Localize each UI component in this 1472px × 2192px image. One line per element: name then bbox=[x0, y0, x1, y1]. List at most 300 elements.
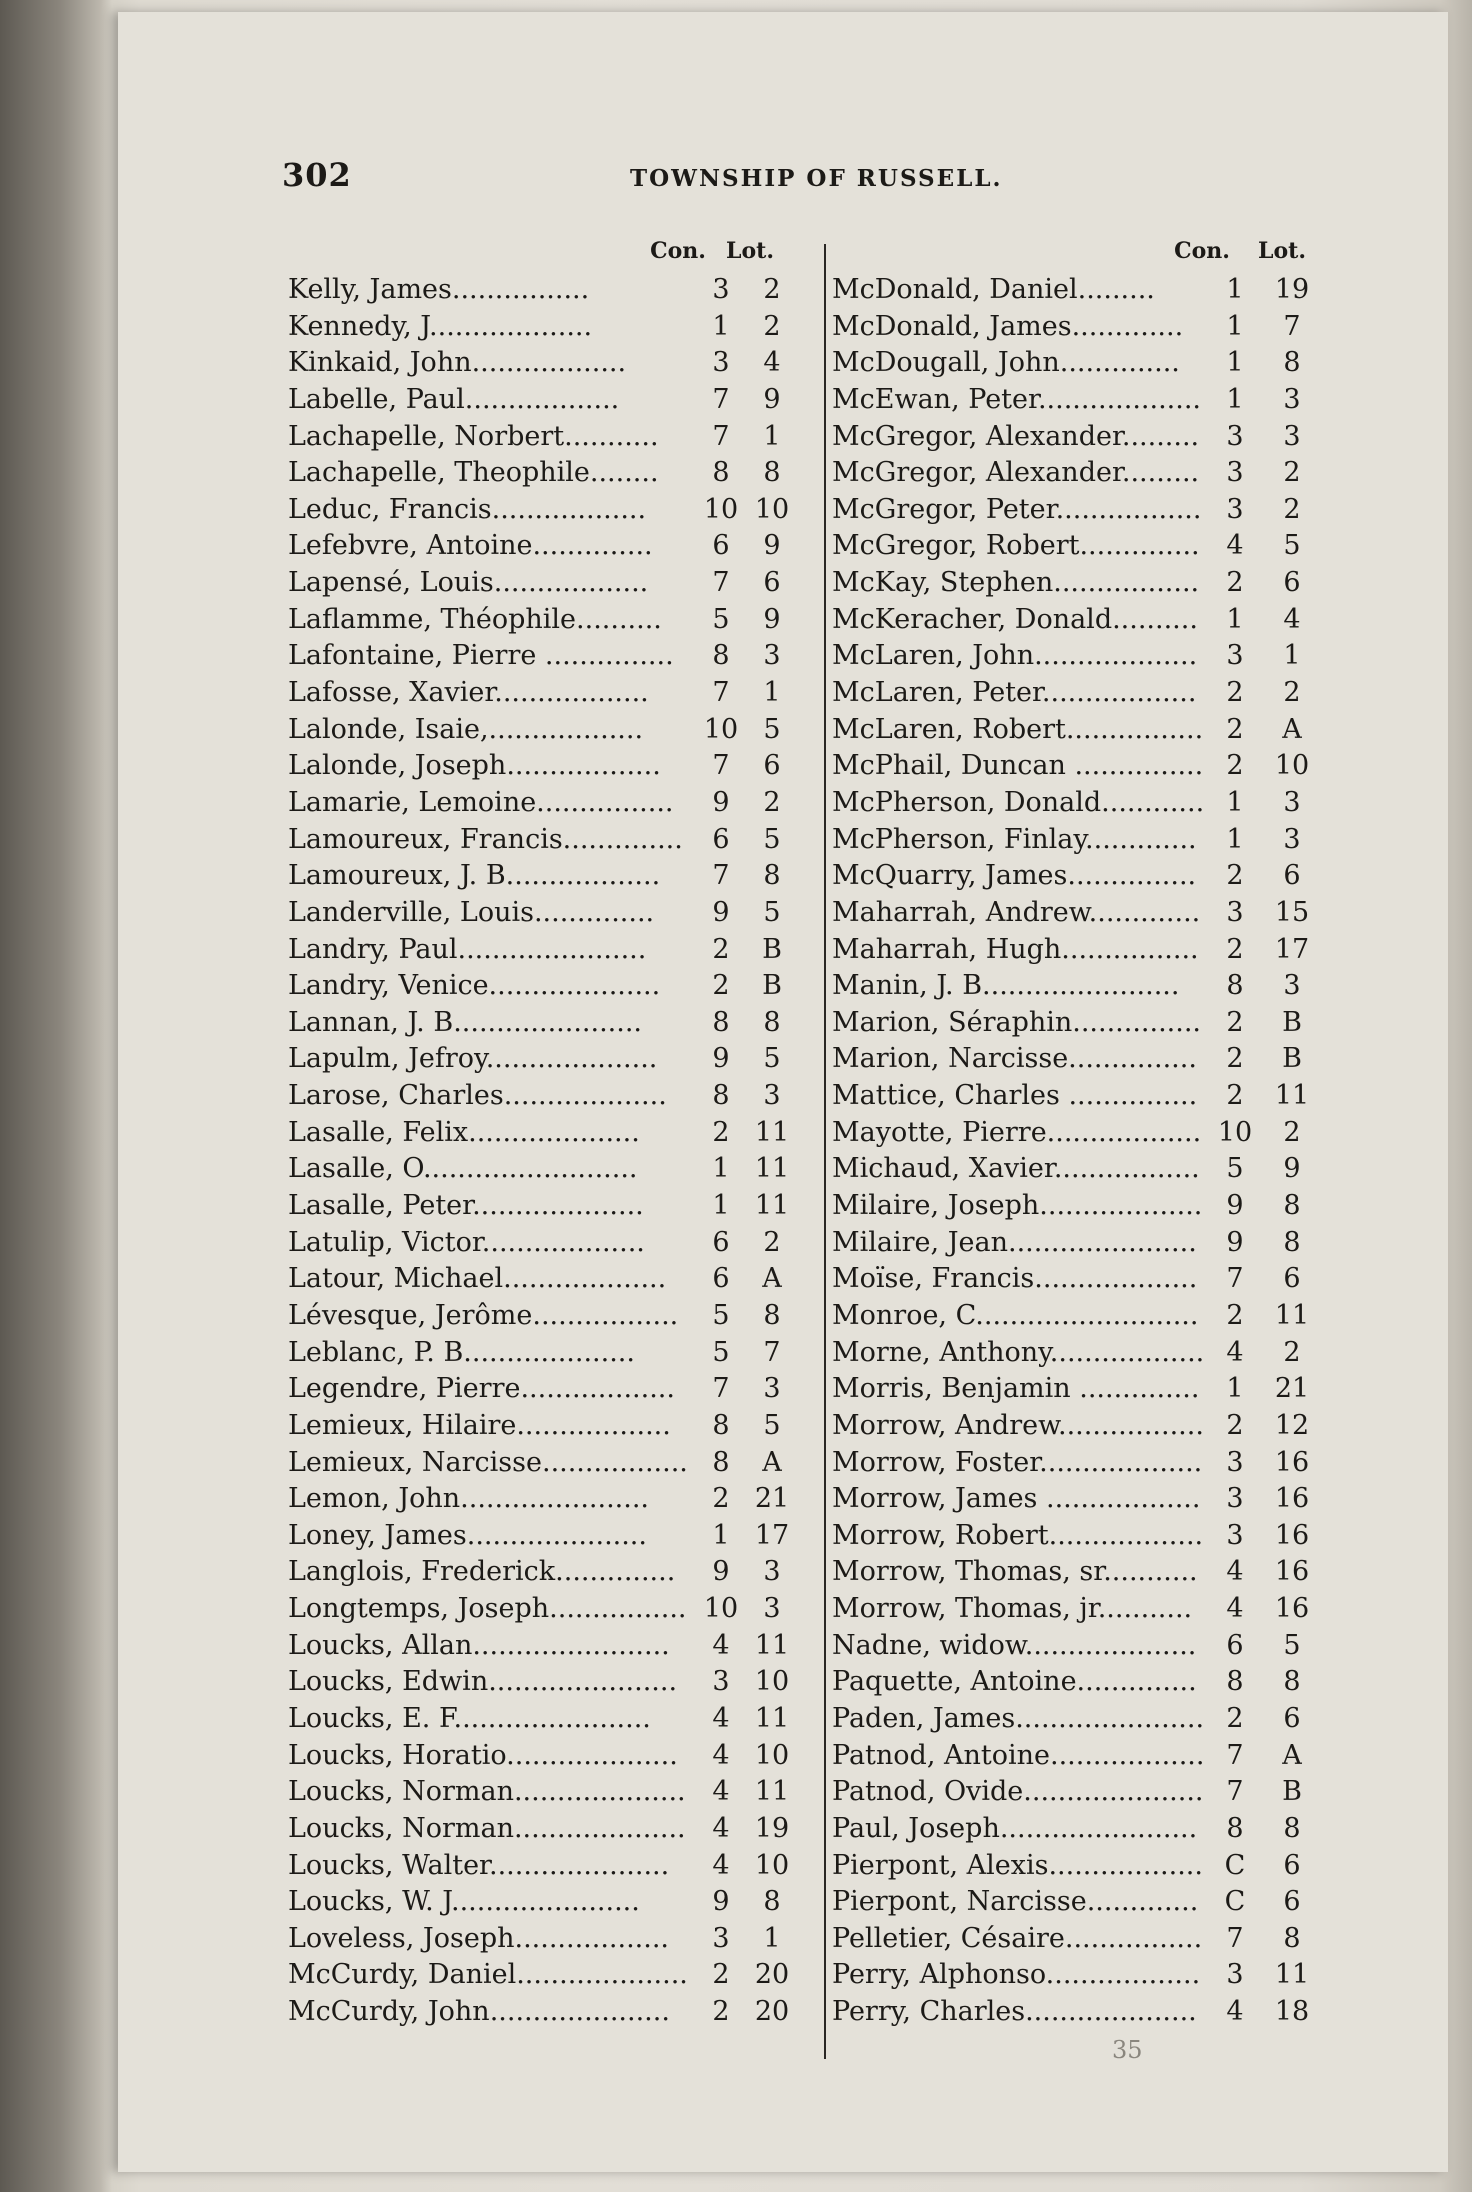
right-column-header bbox=[832, 236, 1372, 272]
entry-name: Paul, Joseph....................... bbox=[832, 1812, 1198, 1844]
entry-con: 4 bbox=[712, 1629, 730, 1661]
list-item bbox=[288, 675, 788, 712]
entry-name: Perry, Alphonso.................. bbox=[832, 1959, 1201, 1991]
list-item bbox=[288, 455, 788, 492]
entry-name: McKeracher, Donald.......... bbox=[832, 603, 1198, 635]
list-item bbox=[832, 1151, 1372, 1188]
entry-con: 2 bbox=[1226, 677, 1244, 709]
entry-lot: 8 bbox=[763, 1299, 781, 1331]
list-item bbox=[832, 675, 1372, 712]
entry-con: 1 bbox=[712, 1190, 730, 1222]
entry-lot: 2 bbox=[1283, 1116, 1301, 1148]
running-title: TOWNSHIP OF RUSSELL. bbox=[630, 165, 1003, 192]
entry-con: 7 bbox=[712, 567, 730, 599]
entry-con: 5 bbox=[712, 603, 730, 635]
list-item bbox=[832, 1884, 1372, 1921]
list-item bbox=[288, 1371, 788, 1408]
list-item bbox=[832, 1701, 1372, 1738]
entry-con: 5 bbox=[712, 1336, 730, 1368]
entry-con: 8 bbox=[1226, 1812, 1244, 1844]
entry-lot: 6 bbox=[1283, 1263, 1301, 1295]
entry-con: 9 bbox=[712, 1043, 730, 1075]
entry-lot: 6 bbox=[1283, 1702, 1301, 1734]
entry-name: Pierpont, Alexis.................. bbox=[832, 1849, 1203, 1881]
entry-lot: 6 bbox=[763, 567, 781, 599]
entry-lot: 8 bbox=[1283, 347, 1301, 379]
entry-con: 4 bbox=[1226, 1336, 1244, 1368]
entry-name: Kinkaid, John.................. bbox=[288, 347, 627, 379]
entry-lot: 11 bbox=[1274, 1080, 1310, 1112]
list-item bbox=[832, 382, 1372, 419]
entry-name: McEwan, Peter................... bbox=[832, 383, 1202, 415]
entry-name: Michaud, Xavier................. bbox=[832, 1153, 1200, 1185]
entry-name: McDonald, Daniel......... bbox=[832, 274, 1155, 305]
entry-name: McPherson, Donald............ bbox=[832, 786, 1205, 818]
entry-lot: 8 bbox=[1283, 1922, 1301, 1954]
entry-name: Perry, Charles.................... bbox=[832, 1996, 1197, 2028]
entry-name: Loucks, Edwin...................... bbox=[288, 1666, 678, 1698]
entry-name: McGregor, Alexander......... bbox=[832, 457, 1200, 489]
list-item bbox=[288, 1041, 788, 1078]
entry-con: 1 bbox=[1226, 383, 1244, 415]
entry-lot: 9 bbox=[1283, 1153, 1301, 1185]
entry-lot: 1 bbox=[763, 677, 781, 709]
entry-name: Morne, Anthony.................. bbox=[832, 1336, 1205, 1368]
entry-con: 4 bbox=[712, 1849, 730, 1881]
list-item bbox=[288, 1591, 788, 1628]
entry-lot: B bbox=[1282, 1043, 1302, 1075]
entry-name: Mattice, Charles ............... bbox=[832, 1080, 1198, 1112]
entry-name: McPherson, Finlay............. bbox=[832, 823, 1197, 855]
list-item bbox=[288, 1298, 788, 1335]
entry-lot: 3 bbox=[1283, 786, 1301, 818]
entry-con: 4 bbox=[712, 1702, 730, 1734]
entry-lot: 11 bbox=[1274, 1959, 1310, 1991]
entry-name: Latour, Michael................... bbox=[288, 1263, 667, 1295]
entry-con: 1 bbox=[712, 1153, 730, 1185]
entry-name: Loveless, Joseph.................. bbox=[288, 1922, 669, 1954]
entry-name: Milaire, Jean...................... bbox=[832, 1226, 1197, 1258]
list-item bbox=[288, 1554, 788, 1591]
entry-name: McLaren, John................... bbox=[832, 640, 1198, 672]
entry-con: 9 bbox=[712, 786, 730, 818]
entry-lot: 11 bbox=[754, 1629, 790, 1661]
entry-con: 7 bbox=[1226, 1776, 1244, 1808]
right-column bbox=[832, 236, 1372, 2031]
list-item bbox=[288, 785, 788, 822]
entry-con: 1 bbox=[1226, 310, 1244, 342]
list-item bbox=[288, 565, 788, 602]
entry-lot: 7 bbox=[763, 1336, 781, 1368]
list-item bbox=[288, 1774, 788, 1811]
entry-con: 7 bbox=[712, 677, 730, 709]
entry-con: 3 bbox=[1226, 896, 1244, 928]
entry-lot: 6 bbox=[1283, 1849, 1301, 1881]
entry-lot: 11 bbox=[1274, 1299, 1310, 1331]
entry-name: Paden, James...................... bbox=[832, 1702, 1205, 1734]
entry-con: 3 bbox=[712, 1666, 730, 1698]
entry-lot: 18 bbox=[1274, 1996, 1310, 2028]
lot-header: Lot. bbox=[726, 238, 774, 264]
list-item bbox=[832, 1188, 1372, 1225]
entry-con: 6 bbox=[712, 1226, 730, 1258]
entry-name: Lasalle, O......................... bbox=[288, 1153, 638, 1185]
entry-con: C bbox=[1224, 1886, 1246, 1918]
entry-con: 9 bbox=[712, 1886, 730, 1918]
entry-lot: 2 bbox=[1283, 493, 1301, 525]
entry-name: Landerville, Louis.............. bbox=[288, 896, 655, 928]
list-item bbox=[288, 968, 788, 1005]
entry-name: Lafosse, Xavier.................. bbox=[288, 677, 649, 709]
entry-lot: 19 bbox=[1274, 274, 1310, 305]
entry-name: Landry, Venice.................... bbox=[288, 970, 661, 1002]
list-item bbox=[288, 1188, 788, 1225]
list-item bbox=[832, 345, 1372, 382]
entry-name: Lasalle, Felix.................... bbox=[288, 1116, 640, 1148]
list-item bbox=[832, 1774, 1372, 1811]
entry-name: Patnod, Antoine.................. bbox=[832, 1739, 1205, 1771]
entry-name: Loucks, Norman.................... bbox=[288, 1812, 686, 1844]
list-item bbox=[832, 895, 1372, 932]
entry-con: 9 bbox=[712, 1556, 730, 1588]
entry-lot: 10 bbox=[1274, 750, 1310, 782]
entry-name: Loney, James..................... bbox=[288, 1519, 647, 1551]
list-item bbox=[288, 1628, 788, 1665]
entry-name: McGregor, Peter................. bbox=[832, 493, 1202, 525]
entry-name: Lemieux, Narcisse................. bbox=[288, 1446, 688, 1478]
list-item bbox=[288, 1811, 788, 1848]
entry-con: 2 bbox=[1226, 860, 1244, 892]
entry-name: Morrow, Robert.................. bbox=[832, 1519, 1204, 1551]
entry-lot: 6 bbox=[1283, 567, 1301, 599]
entry-con: 3 bbox=[1226, 1959, 1244, 1991]
entry-lot: 8 bbox=[1283, 1226, 1301, 1258]
list-item bbox=[832, 968, 1372, 1005]
lot-header: Lot. bbox=[1258, 238, 1306, 264]
list-item bbox=[288, 822, 788, 859]
entry-name: Loucks, Allan....................... bbox=[288, 1629, 670, 1661]
entry-lot: 11 bbox=[754, 1190, 790, 1222]
list-item bbox=[288, 419, 788, 456]
entry-lot: 16 bbox=[1274, 1556, 1310, 1588]
list-item bbox=[832, 1848, 1372, 1885]
list-item bbox=[288, 1408, 788, 1445]
entry-name: Loucks, Norman.................... bbox=[288, 1776, 686, 1808]
list-item bbox=[832, 822, 1372, 859]
entry-name: McDougall, John.............. bbox=[832, 347, 1180, 379]
signature-mark: 35 bbox=[1112, 2036, 1143, 2064]
entry-lot: 16 bbox=[1274, 1519, 1310, 1551]
list-item bbox=[288, 1115, 788, 1152]
entry-lot: B bbox=[762, 933, 782, 965]
entry-name: Loucks, E. F....................... bbox=[288, 1702, 651, 1734]
entry-con: 8 bbox=[712, 1409, 730, 1441]
entry-con: 2 bbox=[1226, 1043, 1244, 1075]
entry-name: Morrow, Andrew................. bbox=[832, 1409, 1204, 1441]
entry-name: Latulip, Victor................... bbox=[288, 1226, 645, 1258]
list-item bbox=[832, 1335, 1372, 1372]
entry-name: Loucks, Walter..................... bbox=[288, 1849, 670, 1881]
entry-con: 3 bbox=[712, 347, 730, 379]
entry-lot: 2 bbox=[1283, 1336, 1301, 1368]
entry-lot: 3 bbox=[763, 1080, 781, 1112]
entry-lot: 8 bbox=[1283, 1666, 1301, 1698]
entry-lot: 8 bbox=[1283, 1190, 1301, 1222]
entry-con: 3 bbox=[712, 1922, 730, 1954]
entry-name: Lapensé, Louis.................. bbox=[288, 567, 649, 599]
list-item bbox=[832, 1994, 1372, 2031]
entry-name: McPhail, Duncan ............... bbox=[832, 750, 1204, 782]
entry-lot: 10 bbox=[754, 1739, 790, 1771]
entry-name: Legendre, Pierre.................. bbox=[288, 1373, 675, 1405]
entry-con: 1 bbox=[1226, 347, 1244, 379]
entry-con: 10 bbox=[703, 1593, 739, 1625]
entry-name: Longtemps, Joseph................ bbox=[288, 1593, 687, 1625]
entry-lot: 9 bbox=[763, 603, 781, 635]
entry-con: 7 bbox=[1226, 1739, 1244, 1771]
list-item bbox=[288, 1078, 788, 1115]
entry-name: Leblanc, P. B.................... bbox=[288, 1336, 635, 1368]
entry-name: Morrow, Thomas, sr........... bbox=[832, 1556, 1198, 1588]
list-item bbox=[832, 1408, 1372, 1445]
list-item bbox=[832, 455, 1372, 492]
entry-lot: 1 bbox=[763, 420, 781, 452]
list-item bbox=[832, 565, 1372, 602]
left-rows bbox=[288, 272, 788, 2031]
list-item bbox=[832, 1041, 1372, 1078]
entry-con: 2 bbox=[1226, 713, 1244, 745]
list-item bbox=[832, 1921, 1372, 1958]
entry-name: Lannan, J. B...................... bbox=[288, 1006, 643, 1038]
list-item bbox=[288, 1151, 788, 1188]
entry-name: Lefebvre, Antoine.............. bbox=[288, 530, 653, 562]
entry-con: 10 bbox=[1217, 1116, 1253, 1148]
list-item bbox=[832, 419, 1372, 456]
list-item bbox=[288, 528, 788, 565]
list-item bbox=[832, 1518, 1372, 1555]
entry-name: Labelle, Paul.................. bbox=[288, 383, 620, 415]
entry-lot: 10 bbox=[754, 1849, 790, 1881]
list-item bbox=[832, 1554, 1372, 1591]
entry-name: Lamoureux, Francis.............. bbox=[288, 823, 683, 855]
column-divider bbox=[824, 244, 826, 2059]
entry-lot: 1 bbox=[1283, 640, 1301, 672]
entry-con: 9 bbox=[712, 896, 730, 928]
entry-lot: 1 bbox=[763, 1922, 781, 1954]
entry-name: McLaren, Peter.................. bbox=[832, 677, 1197, 709]
entry-name: Patnod, Ovide..................... bbox=[832, 1776, 1204, 1808]
entry-name: Lachapelle, Norbert........... bbox=[288, 420, 659, 452]
list-item bbox=[832, 1957, 1372, 1994]
list-item bbox=[288, 1884, 788, 1921]
entry-con: 2 bbox=[1226, 1702, 1244, 1734]
entry-con: 1 bbox=[1226, 603, 1244, 635]
list-item bbox=[288, 895, 788, 932]
entry-con: 10 bbox=[703, 493, 739, 525]
list-item bbox=[288, 272, 788, 309]
entry-lot: 6 bbox=[763, 750, 781, 782]
entry-con: C bbox=[1224, 1849, 1246, 1881]
entry-name: McCurdy, John..................... bbox=[288, 1996, 670, 2028]
entry-lot: 11 bbox=[754, 1776, 790, 1808]
entry-con: 2 bbox=[712, 1959, 730, 1991]
entry-con: 8 bbox=[712, 640, 730, 672]
list-item bbox=[832, 1628, 1372, 1665]
entry-name: Lasalle, Peter.................... bbox=[288, 1190, 644, 1222]
entry-lot: 10 bbox=[754, 493, 790, 525]
entry-con: 3 bbox=[1226, 457, 1244, 489]
entry-lot: 4 bbox=[763, 347, 781, 379]
entry-con: 3 bbox=[712, 274, 730, 305]
list-item bbox=[288, 1664, 788, 1701]
entry-con: 2 bbox=[1226, 933, 1244, 965]
list-item bbox=[832, 602, 1372, 639]
entry-con: 2 bbox=[712, 1483, 730, 1515]
list-item bbox=[832, 1481, 1372, 1518]
list-item bbox=[288, 1335, 788, 1372]
entry-lot: 7 bbox=[1283, 310, 1301, 342]
entry-lot: 5 bbox=[763, 896, 781, 928]
entry-name: Loucks, Horatio.................... bbox=[288, 1739, 678, 1771]
entry-lot: 3 bbox=[1283, 383, 1301, 415]
list-item bbox=[832, 272, 1372, 309]
entry-lot: 20 bbox=[754, 1959, 790, 1991]
entry-lot: 10 bbox=[754, 1666, 790, 1698]
entry-con: 2 bbox=[1226, 567, 1244, 599]
entry-name: Pierpont, Narcisse............. bbox=[832, 1886, 1199, 1918]
entry-lot: 5 bbox=[1283, 1629, 1301, 1661]
entry-lot: B bbox=[762, 970, 782, 1002]
entry-lot: 5 bbox=[1283, 530, 1301, 562]
entry-name: Pelletier, Césaire................ bbox=[832, 1922, 1203, 1954]
entry-con: 4 bbox=[1226, 1593, 1244, 1625]
list-item bbox=[288, 1701, 788, 1738]
entry-lot: 6 bbox=[1283, 1886, 1301, 1918]
entry-name: Larose, Charles................... bbox=[288, 1080, 667, 1112]
entry-lot: 17 bbox=[754, 1519, 790, 1551]
list-item bbox=[832, 309, 1372, 346]
entry-name: Kennedy, J................... bbox=[288, 310, 593, 342]
entry-name: McQuarry, James............... bbox=[832, 860, 1197, 892]
list-item bbox=[288, 1005, 788, 1042]
entry-lot: 16 bbox=[1274, 1446, 1310, 1478]
list-item bbox=[832, 1078, 1372, 1115]
list-item bbox=[288, 1921, 788, 1958]
entry-lot: 17 bbox=[1274, 933, 1310, 965]
entry-con: 4 bbox=[712, 1812, 730, 1844]
entry-lot: A bbox=[762, 1446, 782, 1478]
entry-name: Manin, J. B....................... bbox=[832, 970, 1180, 1002]
entry-lot: A bbox=[1282, 1739, 1302, 1771]
entry-name: McKay, Stephen................. bbox=[832, 567, 1200, 599]
list-item bbox=[832, 1005, 1372, 1042]
entry-lot: 2 bbox=[1283, 677, 1301, 709]
entry-con: 3 bbox=[1226, 1483, 1244, 1515]
entry-lot: 3 bbox=[1283, 420, 1301, 452]
entry-lot: 15 bbox=[1274, 896, 1310, 928]
entry-lot: 2 bbox=[763, 1226, 781, 1258]
entry-name: Lalonde, Joseph.................. bbox=[288, 750, 661, 782]
list-item bbox=[832, 1738, 1372, 1775]
entry-con: 3 bbox=[1226, 420, 1244, 452]
entry-con: 1 bbox=[1226, 274, 1244, 305]
entry-lot: 5 bbox=[763, 823, 781, 855]
entry-name: McCurdy, Daniel.................... bbox=[288, 1959, 688, 1991]
entry-lot: 3 bbox=[763, 1593, 781, 1625]
list-item bbox=[288, 492, 788, 529]
entry-con: 5 bbox=[1226, 1153, 1244, 1185]
list-item bbox=[832, 932, 1372, 969]
entry-con: 2 bbox=[1226, 1006, 1244, 1038]
entry-lot: 5 bbox=[763, 1043, 781, 1075]
entry-name: Monroe, C.......................... bbox=[832, 1299, 1199, 1331]
entry-name: Lalonde, Isaie,.................. bbox=[288, 713, 644, 745]
list-item bbox=[288, 382, 788, 419]
page-number: 302 bbox=[282, 156, 352, 194]
con-header: Con. bbox=[1174, 238, 1230, 264]
list-item bbox=[288, 345, 788, 382]
entry-lot: 8 bbox=[763, 1886, 781, 1918]
entry-lot: 5 bbox=[763, 713, 781, 745]
list-item bbox=[832, 1298, 1372, 1335]
entry-name: Morris, Benjamin .............. bbox=[832, 1373, 1200, 1405]
list-item bbox=[832, 1811, 1372, 1848]
entry-con: 3 bbox=[1226, 640, 1244, 672]
list-item bbox=[832, 748, 1372, 785]
entry-con: 8 bbox=[1226, 1666, 1244, 1698]
list-item bbox=[288, 602, 788, 639]
entry-con: 2 bbox=[1226, 1299, 1244, 1331]
entry-con: 4 bbox=[1226, 1996, 1244, 2028]
entry-name: Lapulm, Jefroy.................... bbox=[288, 1043, 658, 1075]
entry-lot: 4 bbox=[1283, 603, 1301, 635]
list-item bbox=[832, 712, 1372, 749]
entry-name: Lamoureux, J. B.................. bbox=[288, 860, 661, 892]
list-item bbox=[832, 1591, 1372, 1628]
entry-name: Lemon, John...................... bbox=[288, 1483, 649, 1515]
entry-lot: 11 bbox=[754, 1116, 790, 1148]
entry-lot: 21 bbox=[754, 1483, 790, 1515]
list-item bbox=[288, 309, 788, 346]
entry-lot: 19 bbox=[754, 1812, 790, 1844]
list-item bbox=[288, 932, 788, 969]
right-rows bbox=[832, 272, 1372, 2031]
entry-lot: 12 bbox=[1274, 1409, 1310, 1441]
list-item bbox=[288, 638, 788, 675]
entry-lot: 11 bbox=[754, 1153, 790, 1185]
entry-name: Nadne, widow.................... bbox=[832, 1629, 1197, 1661]
entry-name: Marion, Narcisse............... bbox=[832, 1043, 1197, 1075]
entry-lot: 2 bbox=[763, 274, 781, 305]
entry-lot: B bbox=[1282, 1006, 1302, 1038]
entry-con: 2 bbox=[712, 933, 730, 965]
list-item bbox=[288, 1738, 788, 1775]
entry-con: 6 bbox=[712, 1263, 730, 1295]
entry-con: 2 bbox=[1226, 750, 1244, 782]
entry-name: Morrow, James .................. bbox=[832, 1483, 1201, 1515]
entry-con: 6 bbox=[712, 530, 730, 562]
entry-name: Mayotte, Pierre.................. bbox=[832, 1116, 1202, 1148]
entry-con: 4 bbox=[712, 1739, 730, 1771]
entry-con: 1 bbox=[712, 1519, 730, 1551]
entry-con: 4 bbox=[1226, 1556, 1244, 1588]
entry-lot: 8 bbox=[763, 860, 781, 892]
entry-name: Morrow, Foster................... bbox=[832, 1446, 1203, 1478]
entry-lot: 21 bbox=[1274, 1373, 1310, 1405]
entry-con: 7 bbox=[712, 420, 730, 452]
entry-lot: 2 bbox=[763, 786, 781, 818]
entry-con: 7 bbox=[712, 383, 730, 415]
